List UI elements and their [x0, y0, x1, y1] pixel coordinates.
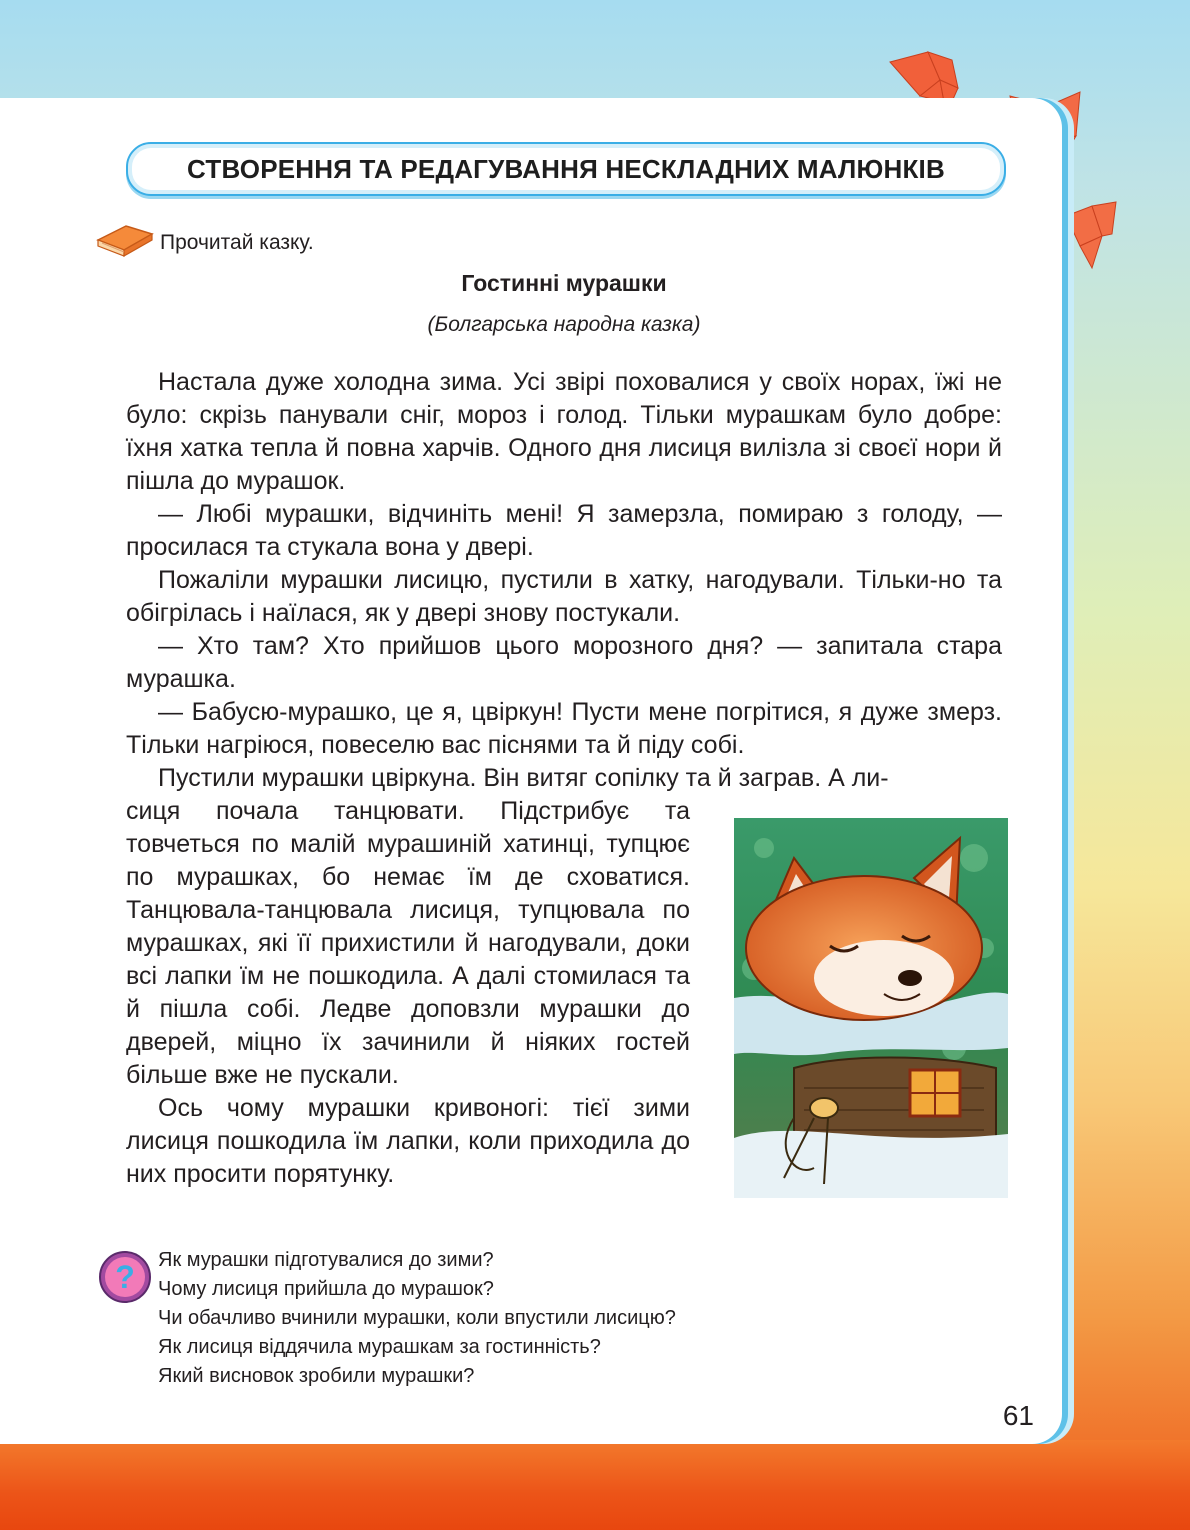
section-title: СТВОРЕННЯ ТА РЕДАГУВАННЯ НЕСКЛАДНИХ МАЛЮНКІВ [187, 153, 945, 184]
book-icon [96, 222, 154, 258]
fox-illustration [734, 818, 1008, 1198]
story-paragraph: Настала дуже холодна зима. Усі звірі поховалися у своїх норах, їжі не було: скрізь панували сніг, мороз і голод. Тільки мурашкам було добре: їхня хатка тепла й повна харчів. Одного дня лисиця вилізла зі своєї нори й пішла до мурашок. [126, 368, 1002, 495]
question-item: Як лисиця віддячила мурашкам за гостинність? [158, 1336, 601, 1358]
question-icon [98, 1250, 152, 1304]
question-item: Чому лисиця прийшла до мурашок? [158, 1278, 494, 1300]
story-subtitle: (Болгарська народна казка) [427, 313, 701, 336]
question-item: Як мурашки підготувалися до зими? [158, 1249, 494, 1271]
story-paragraph: сиця почала танцювати. Підстрибує та товчеться по малій мурашиній хатинці, тупцює по мурашках, бо немає їм де сховатися. Танцювала-танцювала лисиця, тупцювала по мурашках, які її прихистили й нагодували, доки всі лапки їм не пошкодила. А далі стомилася та й пішла собі. Ледве доповзли мурашки до дверей, міцно їх зачинили й ніяких гостей більше вже не пускали. [126, 797, 690, 1089]
story-paragraph: Пустили мурашки цвіркуна. Він витяг сопілку та й заграв. А ли- [158, 764, 889, 792]
story-paragraph: — Бабусю-мурашко, це я, цвіркун! Пусти мене погрітися, я дуже змерз. Тільки нагріюся, повеселю вас піснями та й піду собі. [126, 698, 1002, 759]
story-paragraph: Ось чому мурашки кривоногі: тієї зими лисиця пошкодила їм лапки, коли приходила до них просити порятунку. [126, 1094, 690, 1188]
questions-list [158, 1246, 676, 1391]
bottom-band [0, 1440, 1190, 1530]
story-paragraph: — Любі мурашки, відчиніть мені! Я замерзла, помираю з голоду, — просилася та стукала вона у двері. [126, 500, 1002, 561]
page-number: 61 [1002, 1400, 1034, 1431]
question-item: Чи обачливо вчинили мурашки, коли впустили лисицю? [158, 1307, 676, 1329]
story-paragraph: — Хто там? Хто прийшов цього морозного дня? — запитала стара мурашка. [126, 632, 1002, 693]
story-title: Гостинні мурашки [461, 270, 667, 296]
section-title-banner [126, 142, 1006, 196]
question-item: Який висновок зробили мурашки? [158, 1365, 475, 1387]
instruction [96, 222, 314, 258]
svg-text:?: ? [115, 1259, 135, 1295]
story-paragraph: Пожаліли мурашки лисицю, пустили в хатку, нагодували. Тільки-но та обігрілась і наїлася, як у двері знову постукали. [126, 566, 1002, 627]
instruction-text: Прочитай казку. [160, 231, 314, 254]
